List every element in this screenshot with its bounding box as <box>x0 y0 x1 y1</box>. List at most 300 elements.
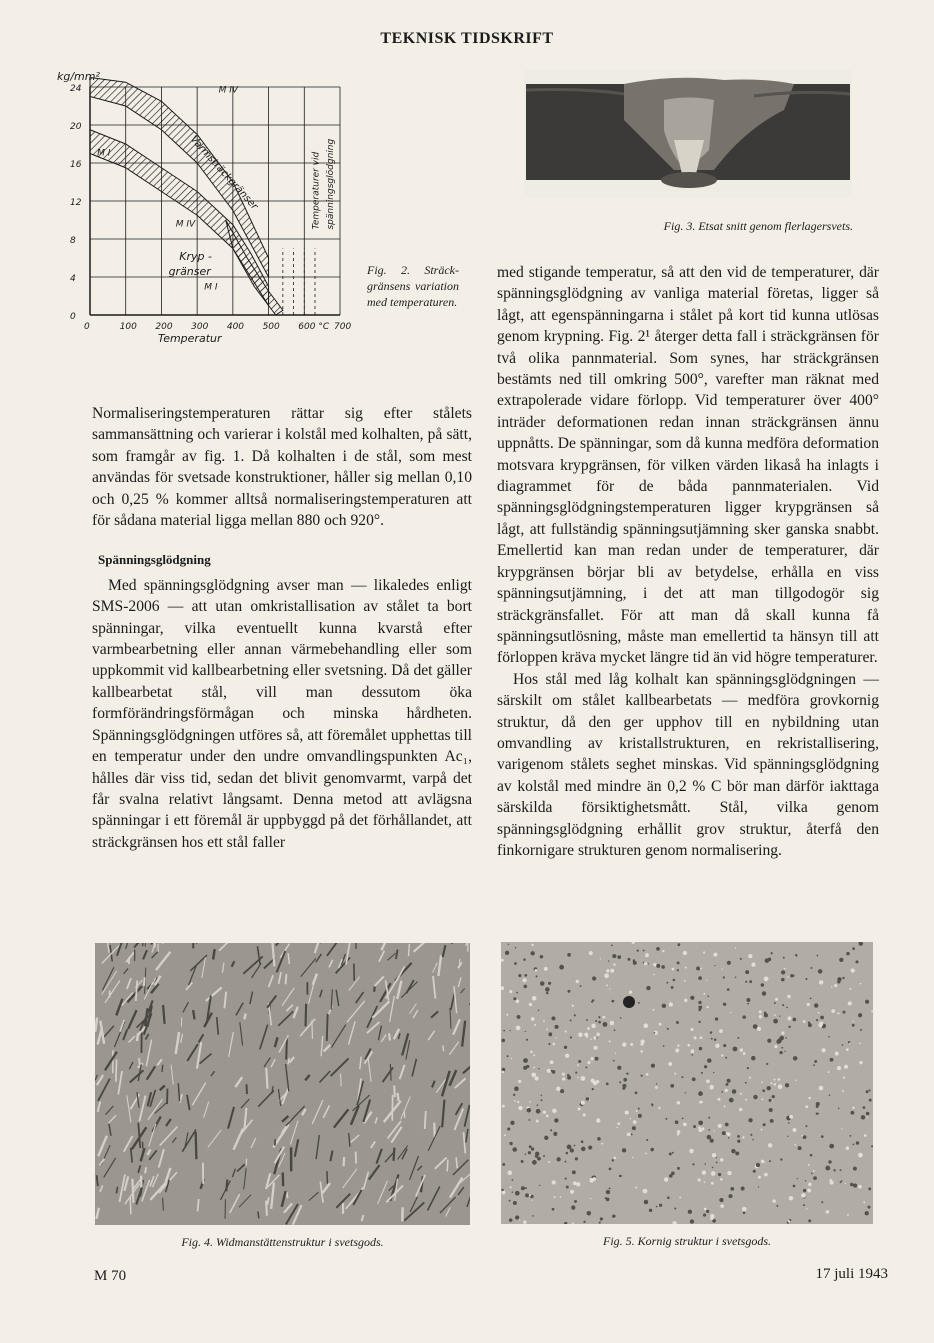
texture-grain <box>703 993 705 995</box>
texture-grain <box>553 1043 556 1046</box>
texture-grain <box>775 998 778 1001</box>
texture-grain <box>692 1163 694 1165</box>
texture-grain <box>577 1064 579 1066</box>
texture-needle <box>193 1010 194 1019</box>
texture-needle <box>244 1014 246 1020</box>
texture-grain <box>707 995 709 997</box>
texture-grain <box>700 1036 703 1039</box>
texture-grain <box>793 1018 797 1022</box>
texture-grain <box>505 951 509 955</box>
texture-grain <box>526 1039 528 1041</box>
texture-needle <box>312 1020 313 1039</box>
texture-grain <box>712 1167 714 1169</box>
texture-grain <box>829 1179 832 1182</box>
texture-grain <box>829 1094 831 1096</box>
texture-grain <box>777 1038 781 1042</box>
texture-grain <box>608 960 609 961</box>
texture-grain <box>808 1219 811 1222</box>
texture-grain <box>513 1094 515 1096</box>
texture-grain <box>578 1107 581 1110</box>
texture-grain <box>566 1152 569 1155</box>
texture-grain <box>782 1004 784 1006</box>
texture-grain <box>691 1054 693 1056</box>
texture-needle <box>155 943 156 948</box>
texture-grain <box>583 1113 586 1116</box>
band-label-m4-top: M IV <box>218 85 239 96</box>
texture-grain <box>737 1140 740 1143</box>
issue-date: 17 juli 1943 <box>815 1266 888 1282</box>
texture-grain <box>578 1033 582 1037</box>
texture-grain <box>611 1000 614 1003</box>
texture-grain <box>703 1214 706 1217</box>
texture-grain <box>550 1060 554 1064</box>
texture-grain <box>637 949 639 951</box>
texture-grain <box>529 1003 532 1006</box>
texture-grain <box>644 1200 649 1205</box>
texture-grain <box>663 1045 665 1047</box>
texture-grain <box>609 1187 611 1189</box>
texture-grain <box>840 1169 842 1171</box>
texture-grain <box>622 1084 626 1088</box>
texture-grain <box>845 1183 846 1184</box>
texture-grain <box>737 1135 740 1138</box>
texture-grain <box>509 990 512 993</box>
texture-grain <box>627 1132 631 1136</box>
texture-grain <box>820 1016 824 1020</box>
texture-grain <box>591 1000 593 1002</box>
texture-grain <box>652 1009 654 1011</box>
texture-grain <box>771 952 773 954</box>
texture-grain <box>609 988 610 989</box>
texture-grain <box>863 1106 866 1109</box>
texture-needle <box>130 1196 131 1215</box>
texture-grain <box>597 1137 601 1141</box>
texture-grain <box>843 1077 845 1079</box>
texture-grain <box>805 1105 808 1108</box>
texture-grain <box>690 1028 693 1031</box>
texture-grain <box>849 1135 851 1137</box>
texture-grain <box>583 1221 585 1223</box>
texture-grain <box>788 1122 790 1124</box>
texture-grain <box>769 1099 772 1102</box>
texture-grain <box>810 1154 813 1157</box>
texture-grain <box>730 1012 731 1013</box>
texture-grain <box>774 1002 776 1004</box>
fig2-caption: Fig. 2. Sträck-gränsens variation med temperaturen. <box>367 263 459 309</box>
texture-grain <box>864 1134 867 1137</box>
texture-grain <box>710 1139 714 1143</box>
texture-grain <box>713 953 717 957</box>
texture-grain <box>770 1082 772 1084</box>
texture-grain <box>674 1073 676 1075</box>
texture-grain <box>570 1148 574 1152</box>
texture-grain <box>557 1157 561 1161</box>
texture-grain <box>528 1119 530 1121</box>
texture-grain <box>532 1215 534 1217</box>
texture-grain <box>806 1208 808 1210</box>
texture-grain <box>758 1176 761 1179</box>
texture-grain <box>828 1071 830 1073</box>
texture-grain <box>638 1114 642 1118</box>
texture-grain <box>664 1177 668 1181</box>
texture-grain <box>763 1123 766 1126</box>
texture-grain <box>580 1076 585 1081</box>
texture-grain <box>604 973 609 978</box>
texture-grain <box>564 1046 567 1049</box>
texture-grain <box>602 1016 605 1019</box>
texture-grain <box>729 1098 734 1103</box>
x-axis-label: Temperatur <box>157 332 222 345</box>
texture-grain <box>761 1129 763 1131</box>
texture-grain <box>565 1054 569 1058</box>
x-tick-label: 700 <box>334 322 352 332</box>
texture-grain <box>708 1117 710 1119</box>
texture-grain <box>671 1172 675 1176</box>
texture-grain <box>617 1122 620 1125</box>
yield-curve-label: Varmsträckgränser <box>187 133 260 213</box>
texture-grain <box>683 951 687 955</box>
texture-needle <box>341 1073 342 1086</box>
texture-grain <box>606 969 609 972</box>
texture-grain <box>681 1076 683 1078</box>
texture-grain <box>677 969 679 971</box>
texture-grain <box>541 1099 543 1101</box>
texture-grain <box>509 1218 513 1222</box>
texture-grain <box>617 1066 621 1070</box>
texture-grain <box>698 976 702 980</box>
texture-grain <box>764 976 769 981</box>
texture-grain <box>552 1180 556 1184</box>
texture-grain <box>516 992 518 994</box>
texture-grain <box>679 1197 681 1199</box>
y-tick-label: 16 <box>70 160 82 170</box>
texture-grain <box>773 1078 775 1080</box>
texture-grain <box>869 1099 872 1102</box>
texture-grain <box>787 1136 788 1137</box>
texture-grain <box>749 1077 751 1079</box>
texture-grain <box>699 1101 702 1104</box>
texture-grain <box>560 1196 562 1198</box>
texture-grain <box>503 1030 505 1032</box>
texture-grain <box>640 1050 643 1053</box>
texture-grain <box>565 1161 567 1163</box>
texture-grain <box>688 1210 692 1214</box>
texture-needle <box>266 1201 267 1216</box>
right-paragraph-2: Hos stål med låg kolhalt kan spänningsglödgningen — särskilt om stålet kallbearbetats — medföra grovkornig struktur, då den ger upphov till en nybildning utan omvandling av kristallstrukturen, en rekristallisering, varigenom stålets seghet minskas. Vid spänningsglödgning av kolstål med mindre än 0,2 % C bör man därför iakttaga särskilda försiktighetsmått. Stål, vilka genom spänningsglödgning erhållit grov struktur, återfå den finkornigare strukturen genom normalisering. <box>497 670 879 859</box>
texture-grain <box>534 1024 536 1026</box>
texture-needle <box>258 1211 259 1218</box>
fig2-chart <box>55 65 355 355</box>
texture-grain <box>793 1185 796 1188</box>
texture-grain <box>855 960 858 963</box>
texture-grain <box>601 1143 603 1145</box>
texture-grain <box>711 1182 714 1185</box>
texture-grain <box>638 1108 640 1110</box>
texture-grain <box>707 1006 709 1008</box>
texture-grain <box>781 1032 784 1035</box>
y-tick-label: 24 <box>70 84 82 94</box>
texture-grain <box>694 1036 697 1039</box>
texture-grain <box>794 1144 796 1146</box>
texture-grain <box>816 1019 818 1021</box>
texture-grain <box>741 1187 745 1191</box>
texture-grain <box>718 1124 722 1128</box>
texture-grain <box>803 1020 806 1023</box>
texture-grain <box>699 1047 702 1050</box>
texture-grain <box>774 1083 777 1086</box>
texture-grain <box>502 1105 505 1108</box>
texture-grain <box>720 1158 723 1161</box>
texture-grain <box>532 1160 537 1165</box>
texture-needle <box>163 1198 164 1211</box>
texture-grain <box>512 1179 514 1181</box>
texture-grain <box>730 1187 734 1191</box>
texture-grain <box>567 953 571 957</box>
texture-grain <box>635 1187 637 1189</box>
texture-needle <box>393 1148 394 1161</box>
texture-grain <box>513 1201 517 1205</box>
texture-grain <box>598 1021 601 1024</box>
y-tick-label: 0 <box>70 312 76 322</box>
creep-label-2: gränser <box>168 265 211 279</box>
texture-grain <box>645 1152 647 1154</box>
texture-grain <box>530 951 534 955</box>
texture-grain <box>562 1077 565 1080</box>
texture-grain <box>612 1214 616 1218</box>
texture-grain <box>847 1214 849 1216</box>
texture-grain <box>819 1086 824 1091</box>
texture-grain <box>667 1196 670 1199</box>
texture-grain <box>616 1127 618 1129</box>
texture-grain <box>838 1107 840 1109</box>
y-tick-label: 8 <box>70 236 76 246</box>
texture-grain <box>648 963 649 964</box>
texture-grain <box>643 1189 648 1194</box>
texture-grain <box>842 1044 844 1046</box>
texture-grain <box>523 978 527 982</box>
texture-grain <box>860 983 862 985</box>
texture-grain <box>764 1012 767 1015</box>
texture-grain <box>818 969 823 974</box>
texture-grain <box>837 1066 841 1070</box>
texture-grain <box>523 1058 528 1063</box>
texture-grain <box>629 990 632 993</box>
texture-grain <box>619 1081 621 1083</box>
texture-grain <box>599 1222 601 1224</box>
texture-grain <box>853 1021 854 1022</box>
texture-grain <box>723 1044 726 1047</box>
texture-grain <box>833 1169 835 1171</box>
texture-grain <box>735 947 736 948</box>
texture-grain <box>546 1029 548 1031</box>
texture-grain <box>606 1198 610 1202</box>
texture-grain <box>519 1219 520 1220</box>
texture-grain <box>598 1016 600 1018</box>
texture-grain <box>721 1054 723 1056</box>
texture-grain <box>588 1145 592 1149</box>
texture-grain <box>867 1206 870 1209</box>
texture-grain <box>821 1135 824 1138</box>
texture-grain <box>789 1196 793 1200</box>
texture-grain <box>671 986 674 989</box>
texture-grain <box>745 970 749 974</box>
texture-grain <box>714 1039 716 1041</box>
texture-grain <box>704 1208 707 1211</box>
texture-grain <box>575 1157 578 1160</box>
texture-grain <box>661 965 665 969</box>
texture-grain <box>774 1014 776 1016</box>
texture-grain <box>805 1180 806 1181</box>
texture-grain <box>778 1078 781 1081</box>
texture-grain <box>652 1105 653 1106</box>
texture-grain <box>784 1051 785 1052</box>
texture-grain <box>743 1212 746 1215</box>
texture-grain <box>803 1189 806 1192</box>
fig4-caption: Fig. 4. Widmanstättenstruktur i svetsgods. <box>181 1235 384 1249</box>
texture-needle <box>198 1199 199 1211</box>
texture-grain <box>570 1190 574 1194</box>
texture-grain <box>590 1198 591 1199</box>
texture-grain <box>849 988 851 990</box>
texture-grain <box>813 1176 817 1180</box>
texture-grain <box>524 985 528 989</box>
fig3-caption: Fig. 3. Etsat snitt genom flerlagersvets. <box>663 219 853 233</box>
texture-grain <box>813 1064 815 1066</box>
texture-grain <box>871 1010 873 1012</box>
texture-grain <box>662 950 664 952</box>
texture-grain <box>508 944 509 945</box>
texture-grain <box>840 1181 842 1183</box>
texture-grain <box>803 1204 805 1206</box>
texture-needle <box>389 1033 390 1040</box>
texture-grain <box>842 1090 844 1092</box>
texture-grain <box>860 1029 862 1031</box>
x-tick-label: 200 <box>155 322 173 332</box>
texture-grain <box>521 1160 524 1163</box>
texture-grain <box>712 1153 716 1157</box>
texture-grain <box>767 1039 771 1043</box>
texture-grain <box>706 1079 710 1083</box>
texture-grain <box>507 1127 510 1130</box>
texture-grain <box>587 1061 590 1064</box>
texture-grain <box>867 1116 869 1118</box>
texture-grain <box>785 1083 789 1087</box>
texture-grain <box>609 1040 611 1042</box>
texture-grain <box>535 1155 538 1158</box>
texture-grain <box>690 996 694 1000</box>
texture-grain <box>543 1020 545 1022</box>
texture-grain <box>761 1081 763 1083</box>
texture-grain <box>636 1110 638 1112</box>
texture-grain <box>669 1002 673 1006</box>
fig5-grain-photo <box>501 942 873 1224</box>
texture-grain <box>818 1012 820 1014</box>
texture-needle <box>344 1157 345 1166</box>
texture-grain <box>826 1210 829 1213</box>
texture-grain <box>600 958 601 959</box>
texture-grain <box>719 1029 723 1033</box>
texture-grain <box>816 1102 820 1106</box>
texture-grain <box>544 967 548 971</box>
texture-grain <box>584 1033 588 1037</box>
texture-grain <box>544 1136 548 1140</box>
texture-grain <box>853 1167 857 1171</box>
texture-grain <box>752 1139 754 1141</box>
texture-grain <box>532 996 537 1001</box>
texture-grain <box>727 961 731 965</box>
texture-grain <box>552 1109 557 1114</box>
texture-grain <box>672 1152 674 1154</box>
texture-grain <box>773 1019 778 1024</box>
texture-grain <box>776 1205 778 1207</box>
texture-grain <box>758 1186 759 1187</box>
texture-grain <box>510 1186 512 1188</box>
texture-grain <box>669 1153 672 1156</box>
texture-grain <box>792 1128 796 1132</box>
texture-grain <box>646 986 650 990</box>
texture-grain <box>543 1111 546 1114</box>
texture-grain <box>515 1215 519 1219</box>
texture-grain <box>718 1173 721 1176</box>
texture-grain <box>560 1089 564 1093</box>
texture-grain <box>861 1115 865 1119</box>
texture-grain <box>592 1177 596 1181</box>
texture-grain <box>825 1166 830 1171</box>
texture-needle <box>144 977 145 986</box>
texture-grain <box>507 1055 509 1057</box>
texture-grain <box>581 1147 586 1152</box>
texture-grain <box>749 980 752 983</box>
texture-grain <box>722 1131 726 1135</box>
texture-grain <box>656 1206 658 1208</box>
texture-grain <box>735 1151 739 1155</box>
texture-grain <box>788 1220 790 1222</box>
texture-needle <box>327 1014 328 1041</box>
texture-grain <box>780 1158 782 1160</box>
texture-grain <box>807 1003 810 1006</box>
texture-grain <box>546 1114 549 1117</box>
texture-grain <box>766 1063 768 1065</box>
texture-grain <box>828 1160 831 1163</box>
texture-grain <box>843 1011 846 1014</box>
texture-grain <box>706 980 707 981</box>
texture-grain <box>856 1141 859 1144</box>
texture-grain <box>517 1101 519 1103</box>
texture-grain <box>570 1019 572 1021</box>
texture-grain <box>742 1207 747 1212</box>
texture-grain <box>690 1219 694 1223</box>
texture-grain <box>757 1027 761 1031</box>
texture-grain <box>759 1015 762 1018</box>
texture-grain <box>528 1151 531 1154</box>
texture-grain <box>593 1081 597 1085</box>
x-tick-label: 0 <box>84 322 90 332</box>
right-column <box>497 262 879 861</box>
texture-grain <box>770 1119 774 1123</box>
texture-needle <box>390 1064 391 1081</box>
texture-grain <box>716 1162 718 1164</box>
texture-grain <box>787 995 790 998</box>
texture-grain <box>509 1200 511 1202</box>
texture-grain <box>841 1128 842 1129</box>
texture-needle <box>137 1033 138 1041</box>
texture-grain <box>719 1198 723 1202</box>
texture-grain <box>516 1026 521 1031</box>
texture-grain <box>611 944 613 946</box>
texture-grain <box>545 987 550 992</box>
left-paragraph-2: Med spänningsglödgning avser man — likaledes enligt SMS-2006 — att utan omkristallisation av stålet ta bort spänningar, vilka eventuellt kunna kvarstå efter varmbearbetning eller annan värmebehandling eller som uppkommit vid kallbearbetning eller svetsning. Då det gäller kallbearbetat stål, vill man dessutom öka formförändringsförmågan och minska hårdheten. Spänningsglödgningen utföres så, att föremålet upphettas till en temperatur under den undre omvandlingspunkten Ac₁, hålles där viss tid, sedan det blivit genomvarmt, varpå det får svalna relativt långsamt. Denna metod att avlägsna spänningar i ett föremål är uppbyggd på det förhållandet, att sträckgränsen hos ett stål faller <box>92 576 472 851</box>
texture-grain <box>650 1148 654 1152</box>
